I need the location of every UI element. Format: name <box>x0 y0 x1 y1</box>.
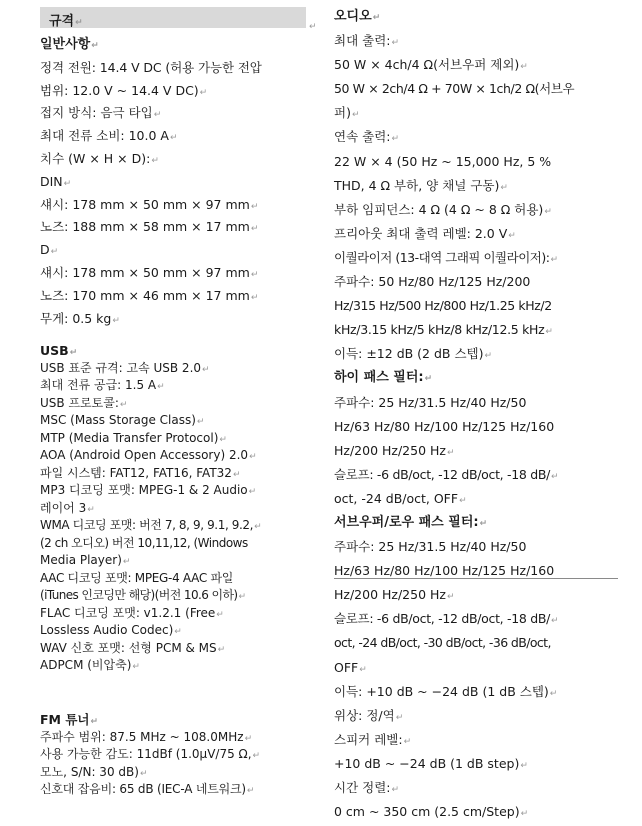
spec-line: 노즈: 170 mm × 46 mm × 17 mm↵ <box>40 287 259 303</box>
spec-line: 50 W × 2ch/4 Ω + 70W × 1ch/2 Ω(서브우 <box>334 81 575 97</box>
spec-line: D↵ <box>40 242 59 258</box>
spec-line: 퍼)↵ <box>334 105 360 121</box>
spec-line: FLAC 디코딩 포맷: v1.2.1 (Free↵ <box>40 605 224 620</box>
spec-line: 슬로프: -6 dB/oct, -12 dB/oct, -18 dB/↵ <box>334 466 559 482</box>
spec-line: 섀시: 178 mm × 50 mm × 97 mm↵ <box>40 264 259 280</box>
spec-line: 주파수: 25 Hz/31.5 Hz/40 Hz/50 <box>334 394 527 410</box>
column-break-mark: ↵ <box>309 22 317 32</box>
spec-line: 노즈: 188 mm × 58 mm × 17 mm↵ <box>40 219 259 235</box>
spec-line: 최대 출력:↵ <box>334 33 400 49</box>
audio-section <box>334 5 616 824</box>
spec-line: 0 cm ~ 350 cm (2.5 cm/Step)↵ <box>334 804 529 820</box>
spec-line: (2 ch 오디오) 버전 10,11,12, (Windows <box>40 535 248 550</box>
spec-line: AOA (Android Open Accessory) 2.0↵ <box>40 448 257 462</box>
spec-line: oct, -24 dB/oct, -30 dB/oct, -36 dB/oct, <box>334 635 551 651</box>
spec-line: WMA 디코딩 포맷: 버전 7, 8, 9, 9.1, 9.2,↵ <box>40 518 262 532</box>
usb-section <box>40 342 308 675</box>
spec-line: 이퀄라이저 (13-대역 그래픽 이퀄라이저):↵ <box>334 249 558 265</box>
spec-line: WAV 신호 포맷: 선형 PCM & MS↵ <box>40 640 226 655</box>
general-heading: 일반사항↵ <box>40 37 99 52</box>
spec-line: THD, 4 Ω 부하, 양 채널 구동)↵ <box>334 177 508 193</box>
spec-line: Hz/200 Hz/250 Hz↵ <box>334 442 455 458</box>
spec-line: 이득: +10 dB ~ −24 dB (1 dB 스텝)↵ <box>334 683 558 699</box>
spec-line: Lossless Audio Codec)↵ <box>40 623 182 637</box>
spec-line: 치수 (W × H × D):↵ <box>40 150 159 166</box>
spec-line: 접지 방식: 음극 타입↵ <box>40 105 162 121</box>
spec-line: Hz/63 Hz/80 Hz/100 Hz/125 Hz/160 <box>334 418 555 434</box>
spec-line: 프리아웃 최대 출력 레벨: 2.0 V↵ <box>334 225 516 241</box>
spec-line: 연속 출력:↵ <box>334 129 400 145</box>
spec-line: 50 W × 4ch/4 Ω(서브우퍼 제외)↵ <box>334 57 528 73</box>
spec-line: +10 dB ~ −24 dB (1 dB step)↵ <box>334 755 528 771</box>
spec-line: ADPCM (비압축)↵ <box>40 658 140 672</box>
spec-line: DIN↵ <box>40 173 72 189</box>
spec-line: 섀시: 178 mm × 50 mm × 97 mm↵ <box>40 196 259 212</box>
spec-line: 범위: 12.0 V ~ 14.4 V DC)↵ <box>40 82 208 98</box>
spec-line: 이득: ±12 dB (2 dB 스텝)↵ <box>334 346 493 362</box>
high-pass-heading: 하이 패스 필터:↵ <box>334 370 433 386</box>
general-section <box>40 34 308 330</box>
spec-line: 무게: 0.5 kg↵ <box>40 310 120 326</box>
spec-line: MSC (Mass Storage Class)↵ <box>40 413 205 427</box>
spec-line: 주파수: 50 Hz/80 Hz/125 Hz/200 <box>334 274 531 290</box>
spec-line: 신호대 잡음비: 65 dB (IEC-A 네트워크)↵ <box>40 782 255 796</box>
spec-line: MTP (Media Transfer Protocol)↵ <box>40 430 227 445</box>
spec-line: 부하 임피던스: 4 Ω (4 Ω ~ 8 Ω 허용)↵ <box>334 201 552 217</box>
spec-line: 위상: 정/역↵ <box>334 707 404 723</box>
fm-heading: FM 튜너↵ <box>40 712 99 727</box>
spec-line: kHz/3.15 kHz/5 kHz/8 kHz/12.5 kHz↵ <box>334 322 553 338</box>
spec-line: (iTunes 인코딩만 해당)(버전 10.6 이하)↵ <box>40 588 246 602</box>
spec-line: Hz/315 Hz/500 Hz/800 Hz/1.25 kHz/2 <box>334 298 552 314</box>
spec-line: 모노, S/N: 30 dB)↵ <box>40 764 148 779</box>
spec-line: 22 W × 4 (50 Hz ~ 15,000 Hz, 5 % <box>334 153 552 169</box>
spec-line: 정격 전원: 14.4 V DC (허용 가능한 전압 <box>40 59 262 75</box>
usb-heading: USB↵ <box>40 343 78 358</box>
spec-line: 시간 정렬:↵ <box>334 780 400 795</box>
spec-line: USB 표준 규격: 고속 USB 2.0↵ <box>40 360 210 375</box>
spec-line: 최대 전류 소비: 10.0 A↵ <box>40 128 178 144</box>
spec-line: 주파수 범위: 87.5 MHz ~ 108.0MHz↵ <box>40 729 253 744</box>
spec-line: Hz/200 Hz/250 Hz↵ <box>334 587 455 603</box>
fm-section <box>40 711 308 799</box>
spec-line: 파일 시스템: FAT12, FAT16, FAT32↵ <box>40 465 241 480</box>
spec-line: MP3 디코딩 포맷: MPEG-1 & 2 Audio↵ <box>40 483 257 497</box>
spec-line: 레이어 3↵ <box>40 500 95 515</box>
spec-line: 사용 가능한 감도: 11dBf (1.0μV/75 Ω,↵ <box>40 747 261 761</box>
spec-line: 스피커 레벨:↵ <box>334 731 412 747</box>
page-break-line <box>334 578 618 579</box>
spec-line: AAC 디코딩 포맷: MPEG-4 AAC 파일 <box>40 570 234 585</box>
spec-line: Hz/63 Hz/80 Hz/100 Hz/125 Hz/160 <box>334 563 555 579</box>
spec-line: 최대 전류 공급: 1.5 A↵ <box>40 378 165 392</box>
spec-line: 슬로프: -6 dB/oct, -12 dB/oct, -18 dB/↵ <box>334 611 559 627</box>
spec-line: oct, -24 dB/oct, OFF↵ <box>334 490 467 506</box>
spec-line: USB 프로토콜:↵ <box>40 395 128 410</box>
spec-heading: 규격↵ <box>49 14 83 29</box>
audio-heading: 오디오↵ <box>334 9 381 24</box>
spec-line: 주파수: 25 Hz/31.5 Hz/40 Hz/50 <box>334 539 527 555</box>
subwoofer-heading: 서브우퍼/로우 패스 필터:↵ <box>334 514 488 530</box>
spec-line: Media Player)↵ <box>40 553 131 567</box>
spec-line: OFF↵ <box>334 659 367 675</box>
